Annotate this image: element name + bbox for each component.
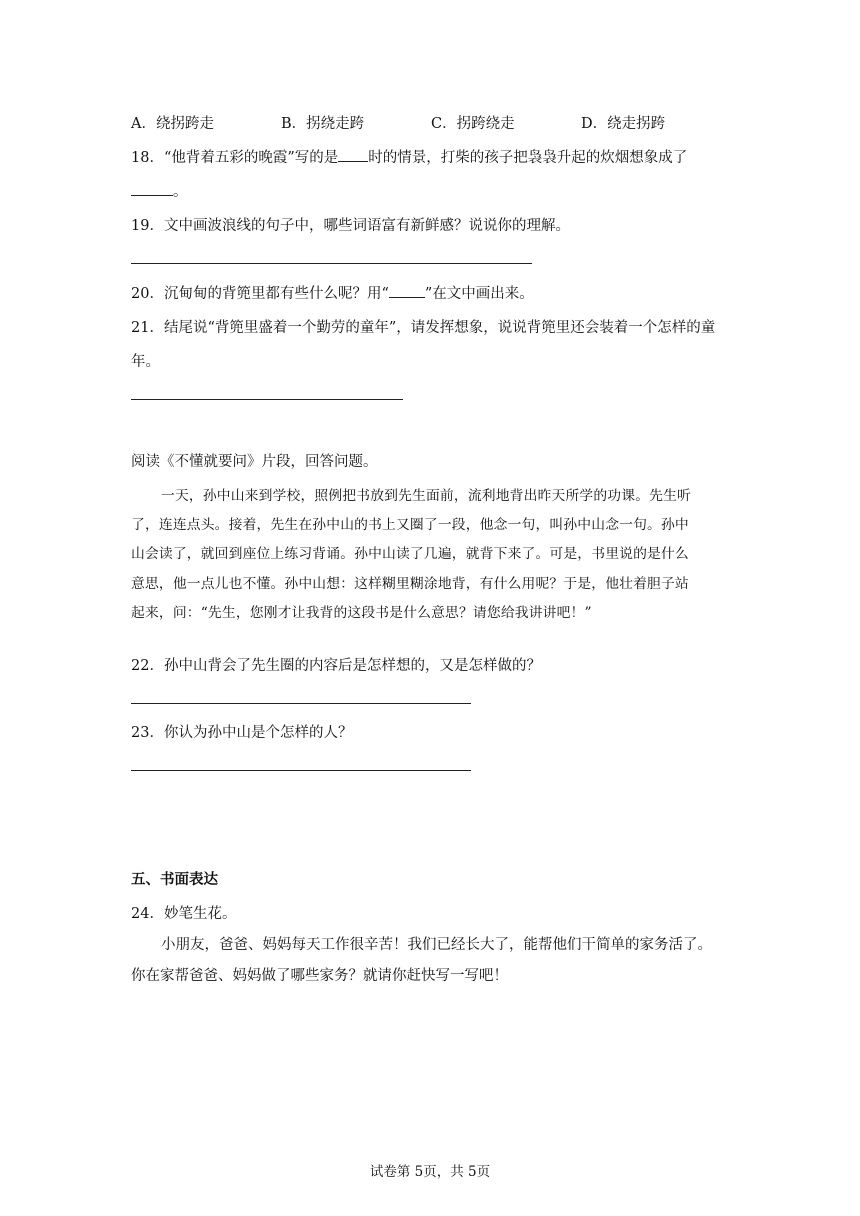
reading-intro: 阅读《不懂就要问》片段，回答问题。 <box>131 454 378 470</box>
answer-blank[interactable] <box>389 283 425 298</box>
prompt-line: 小朋友，爸爸、妈妈每天工作很辛苦！我们已经长大了，能帮他们干简单的家务活了。 <box>161 937 712 953</box>
question-21-continued: 年。 <box>131 354 160 370</box>
answer-blank[interactable] <box>131 181 173 196</box>
question-22: 22．孙中山背会了先生圈的内容后是怎样想的，又是怎样做的？ <box>131 658 541 674</box>
question-18-continued: 。 <box>131 180 188 201</box>
passage-line: 起来，问：“先生，您刚才让我背的这段书是什么意思？请您给我讲讲吧！” <box>131 604 592 621</box>
option-b: B．拐绕走跨 <box>281 116 365 132</box>
question-20: 20．沉甸甸的背篼里都有些什么呢？用“ ”在文中画出来。 <box>131 282 534 303</box>
question-18: 18．“他背着五彩的晚霞”写的是 时的情景，打柴的孩子把袅袅升起的炊烟想象成了 <box>131 146 687 167</box>
question-21: 21．结尾说“背篼里盛着一个勤劳的童年”，请发挥想象，说说背篼里还会装着一个怎样的童 <box>131 320 716 336</box>
answer-line[interactable] <box>131 263 532 264</box>
question-24: 24．妙笔生花。 <box>131 906 237 922</box>
passage-line: 了，连连点头。接着，先生在孙中山的书上又圈了一段，他念一句，叫孙中山念一句。孙中 <box>131 517 689 534</box>
question-19: 19．文中画波浪线的句子中，哪些词语富有新鲜感？说说你的理解。 <box>131 218 570 234</box>
answer-line[interactable] <box>131 703 471 704</box>
answer-line[interactable] <box>131 770 471 771</box>
answer-line[interactable] <box>131 399 403 400</box>
question-23: 23．你认为孙中山是个怎样的人？ <box>131 725 353 741</box>
page-footer: 试卷第 5页，共 5页 <box>369 1164 491 1180</box>
option-a: A．绕拐跨走 <box>131 116 214 132</box>
option-c: C．拐跨绕走 <box>431 116 515 132</box>
option-d: D．绕走拐跨 <box>581 116 666 132</box>
passage-line: 意思，他一点儿也不懂。孙中山想：这样糊里糊涂地背，有什么用呢？于是，他壮着胆子站 <box>131 575 689 592</box>
prompt-line: 你在家帮爸爸、妈妈做了哪些家务？就请你赶快写一写吧！ <box>131 967 508 984</box>
reading-passage <box>131 482 732 628</box>
section-title: 五、书面表达 <box>131 871 218 888</box>
answer-blank[interactable] <box>338 147 368 162</box>
question-24-prompt <box>131 930 732 991</box>
passage-line: 山会读了，就回到座位上练习背诵。孙中山读了几遍，就背下来了。可是，书里说的是什么 <box>131 546 689 563</box>
passage-line: 一天，孙中山来到学校，照例把书放到先生面前，流利地背出昨天所学的功课。先生听 <box>161 488 691 504</box>
